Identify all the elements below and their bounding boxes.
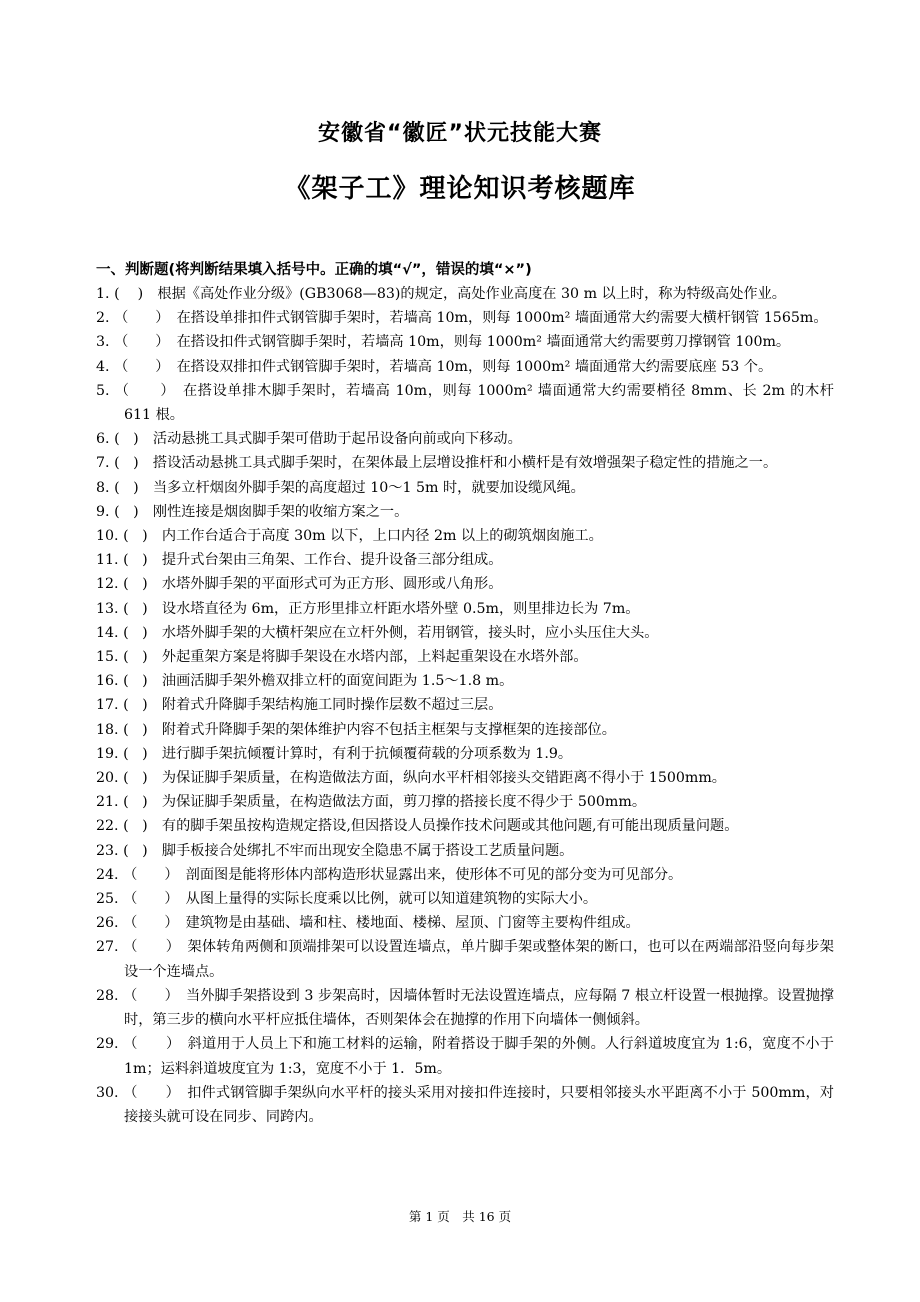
answer-bracket: ( ) [123,624,148,641]
question-number: 22. [96,818,119,835]
question-text: 设水塔直径为 6m，正方形里排立杆距水塔外壁 0.5m，则里排边长为 7m。 [161,600,640,617]
question-number: 15. [96,649,119,666]
question-item [96,1032,834,1080]
question-item [96,984,834,1032]
question-item [96,742,834,766]
question-item [96,548,834,572]
question-number: 21. [96,794,119,811]
question-text: 在搭设单排扣件式钢管脚手架时，若墙高 10m，则每 1000m² 墙面通常大约需要大横杆钢管 1565m。 [176,310,828,327]
question-item [96,621,834,645]
question-item [96,451,834,475]
question-text: 提升式台架由三角架、工作台、提升设备三部分组成。 [161,552,503,569]
page-footer: 第 1 页 共 16 页 [408,1209,512,1224]
question-number: 17. [96,697,119,714]
question-text: 水塔外脚手架的大横杆架应在立杆外侧，若用钢管，接头时，应小头压住大头。 [161,624,659,641]
answer-bracket: （ ） [114,382,169,399]
answer-bracket: ( ) [123,649,148,666]
answer-bracket: ( ) [123,697,148,714]
answer-bracket: ( ) [123,818,148,835]
question-item [96,282,834,306]
question-text: 活动悬挑工具式脚手架可借助于起吊设备向前或向下移动。 [152,431,522,448]
question-number: 16. [96,673,119,690]
question-number: 28. [96,987,119,1004]
question-item [96,500,834,524]
question-number: 13. [96,600,119,617]
question-number: 23. [96,842,119,859]
question-text: 附着式升降脚手架的架体维护内容不包括主框架与支撑框架的连接部位。 [161,721,616,738]
question-item [96,597,834,621]
question-item [96,645,834,669]
question-text: 有的脚手架虽按构造规定搭设,但因搭设人员操作技术问题或其他问题,有可能出现质量问题。 [161,818,739,835]
question-text: 外起重架方案是将脚手架设在水塔内部，上料起重架设在水塔外部。 [161,649,588,666]
question-number: 14. [96,624,119,641]
answer-bracket: ( ) [123,528,148,545]
question-text: 附着式升降脚手架结构施工同时操作层数不超过三层。 [161,697,503,714]
answer-bracket: （ ） [123,866,172,883]
answer-bracket: （ ） [114,310,163,327]
question-text: 当多立杆烟囱外脚手架的高度超过 10～1 5m 时，就要加设缆风绳。 [152,479,585,496]
question-text: 架体转角两侧和顶端排架可以设置连墙点，单片脚手架或整体架的断口，也可以在两端部沿竖向每步架设一个连墙点。 [124,939,834,980]
question-text: 为保证脚手架质量，在构造做法方面，剪刀撑的搭接长度不得少于 500mm。 [161,794,647,811]
answer-bracket: ( ) [114,286,144,302]
question-text: 油画活脚手架外檐双排立杆的面宽间距为 1.5～1.8 m。 [161,673,514,690]
question-number: 12. [96,576,119,593]
question-item [96,427,834,451]
question-item [96,718,834,742]
question-number: 1. [96,286,110,302]
question-item [96,379,834,427]
question-number: 26. [96,915,119,932]
answer-bracket: ( ) [114,431,139,448]
question-item [96,306,834,330]
answer-bracket: ( ) [114,455,139,472]
question-number: 9. [96,503,110,520]
question-item [96,911,834,935]
question-text: 建筑物是由基础、墙和柱、楼地面、楼梯、屋顶、门窗等主要构件组成。 [185,915,640,932]
question-item [96,887,834,911]
question-number: 11. [96,552,119,569]
question-text: 在搭设双排扣件式钢管脚手架时，若墙高 10m，则每 1000m² 墙面通常大约需要底座 53 个。 [176,358,773,375]
question-text: 从图上量得的实际长度乘以比例，就可以知道建筑物的实际大小。 [185,891,598,908]
answer-bracket: （ ） [123,987,172,1004]
question-number: 20. [96,770,119,787]
answer-bracket: （ ） [114,358,163,375]
answer-bracket: ( ) [123,673,148,690]
question-item [96,355,834,379]
question-item [96,790,834,814]
question-item [96,693,834,717]
question-item [96,572,834,596]
question-item [96,766,834,790]
question-number: 10. [96,528,119,545]
question-text: 扣件式钢管脚手架纵向水平杆的接头采用对接扣件连接时，只要相邻接头水平距离不小于 500mm，对接接头就可设在同步、同跨内。 [124,1084,834,1125]
answer-bracket: ( ) [123,745,148,762]
question-text: 进行脚手架抗倾覆计算时，有利于抗倾覆荷载的分项系数为 1.9。 [161,745,573,762]
answer-bracket: ( ) [123,770,148,787]
answer-bracket: ( ) [114,503,139,520]
answer-bracket: （ ） [123,915,172,932]
question-number: 3. [96,334,110,351]
question-item [96,863,834,887]
document-subtitle: 《架子工》理论知识考核题库 [284,174,636,204]
question-text: 在搭设扣件式钢管脚手架时，若墙高 10m，则每 1000m² 墙面通常大约需要剪刀撑钢管 100m。 [176,334,791,351]
answer-bracket: ( ) [123,794,148,811]
question-item [96,814,834,838]
answer-bracket: ( ) [114,479,139,496]
question-number: 30. [96,1084,119,1101]
question-text: 斜道用于人员上下和施工材料的运输，附着搭设于脚手架的外侧。人行斜道坡度宜为 1:6，宽度不小于 1m；运料斜道坡度宜为 1:3，宽度不小于 1．5m。 [124,1036,834,1077]
question-text: 为保证脚手架质量，在构造做法方面，纵向水平杆相邻接头交错距离不得小于 1500mm。 [161,770,726,787]
question-text: 根据《高处作业分级》(GB3068—83)的规定，高处作业高度在 30 m 以上时，称为特级高处作业。 [157,286,786,302]
section-heading: 一、判断题(将判断结果填入括号中。正确的填“√”，错误的填“×”) [96,262,532,278]
question-text: 搭设活动悬挑工具式脚手架时，在架体最上层增设推杆和小横杆是有效增强架子稳定性的措施之一。 [152,455,778,472]
question-number: 24. [96,866,119,883]
question-item [96,476,834,500]
question-number: 29. [96,1036,119,1053]
question-number: 6. [96,431,110,448]
question-text: 水塔外脚手架的平面形式可为正方形、圆形或八角形。 [161,576,503,593]
question-item [96,669,834,693]
question-number: 8. [96,479,110,496]
question-text: 脚手板接合处绑扎不牢而出现安全隐患不属于搭设工艺质量问题。 [161,842,574,859]
question-text: 刚性连接是烟囱脚手架的收缩方案之一。 [152,503,409,520]
answer-bracket: ( ) [123,721,148,738]
answer-bracket: ( ) [123,600,148,617]
question-number: 2. [96,310,110,327]
question-item [96,839,834,863]
answer-bracket: （ ） [123,1036,174,1053]
answer-bracket: ( ) [123,576,148,593]
question-text: 剖面图是能将形体内部构造形状显露出来，使形体不可见的部分变为可见部分。 [185,866,683,883]
question-text: 当外脚手架搭设到 3 步架高时，因墙体暂时无法设置连墙点，应每隔 7 根立杆设置一根抛撑。设置抛撑时，第三步的横向水平杆应抵住墙体，否则架体会在抛撑的作用下向墙体一侧倾斜。 [124,987,834,1029]
answer-bracket: （ ） [114,334,163,351]
question-item [96,935,834,983]
question-number: 7. [96,455,110,472]
answer-bracket: （ ） [123,1084,173,1101]
answer-bracket: ( ) [123,842,148,859]
question-number: 4. [96,358,110,375]
question-item [96,1081,834,1129]
answer-bracket: （ ） [123,939,174,956]
question-item [96,330,834,354]
question-number: 27. [96,939,119,956]
document-title: 安徽省“徽匠”状元技能大赛 [318,121,602,146]
question-number: 19. [96,745,119,762]
question-text: 内工作台适合于高度 30m 以下，上口内径 2m 以上的砌筑烟囱施工。 [161,528,603,545]
question-number: 25. [96,891,119,908]
question-item [96,524,834,548]
question-text: 在搭设单排木脚手架时，若墙高 10m，则每 1000m² 墙面通常大约需要梢径 8mm、长 2m 的木杆 611 根。 [124,382,834,424]
question-number: 18. [96,721,119,738]
question-number: 5. [96,382,110,399]
answer-bracket: （ ） [123,891,172,908]
question-list [96,282,834,1129]
answer-bracket: ( ) [123,552,148,569]
